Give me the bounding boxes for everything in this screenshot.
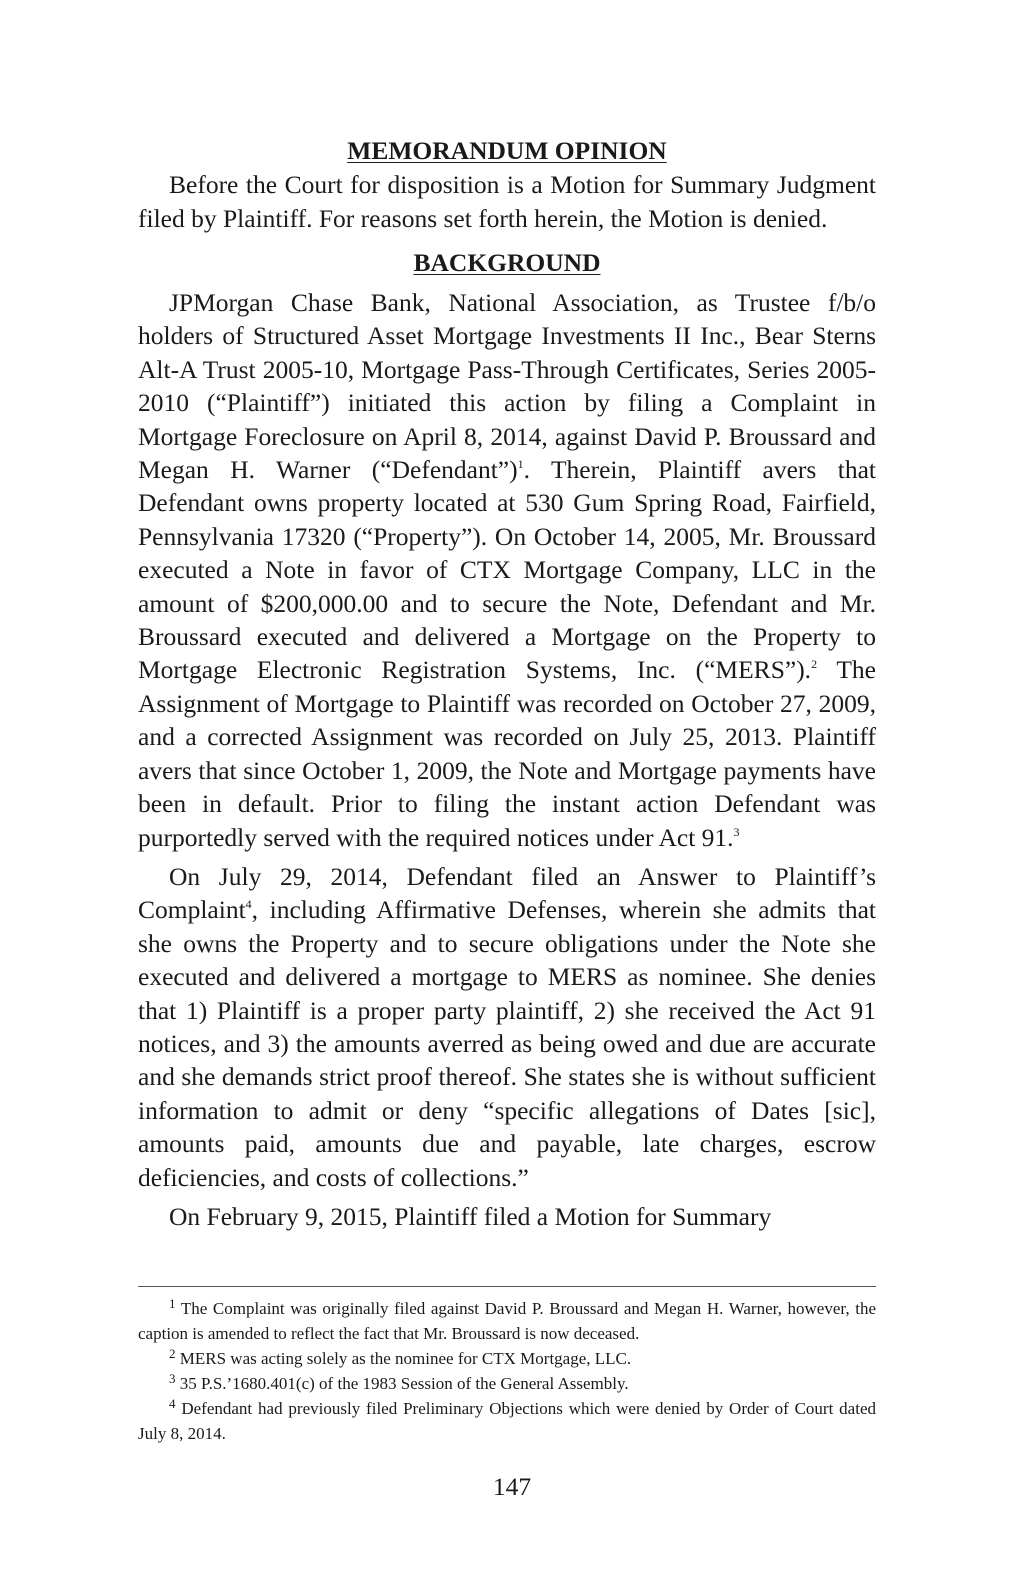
footnote-ref-3[interactable]: 3 [733, 824, 740, 839]
document-title-text: MEMORANDUM OPINION [347, 136, 667, 165]
footnote-text: 35 P.S.’1680.401(c) of the 1983 Session of the General Assembly. [175, 1374, 629, 1393]
footnote-number: 4 [169, 1396, 176, 1411]
section-heading [138, 246, 876, 280]
document-title [138, 134, 876, 168]
answer-text-b: , including Affirmative Defenses, wherein she admits that she owns the Property and to secure obligations under the Note she executed and delivered a mortgage to MERS as nominee. She denies that 1) Plaintiff is a proper party plaintiff, 2) she received the Act 91 notices, and 3) the amounts averred as being owed and due are accurate and she demands strict proof thereof. She states she is without sufficient information to admit or deny “specific allegations of Dates [sic], amounts paid, amounts due and payable, late charges, escrow deficiencies, and costs of collections.” [138, 895, 876, 1192]
footnote-number: 1 [169, 1296, 176, 1311]
footnote-3 [138, 1371, 876, 1396]
footnote-divider [138, 1286, 876, 1287]
background-text-a: JPMorgan Chase Bank, National Association, as Trustee f/b/o holders of Structured Asset Mortgage Investments II Inc., Bear Sterns Alt-A Trust 2005-10, Mortgage Pass-Through Certificates, Series 2005-2010 (“Plaintiff”) initiated this action by filing a Complaint in Mortgage Foreclosure on April 8, 2014, against David P. Broussard and Megan H. Warner (“Defendant”) [138, 288, 876, 485]
footnotes-section [138, 1296, 876, 1446]
background-paragraph [138, 286, 876, 854]
answer-paragraph [138, 860, 876, 1194]
footnote-1 [138, 1296, 876, 1346]
footnote-ref-2[interactable]: 2 [811, 657, 818, 672]
footnote-text: MERS was acting solely as the nominee for CTX Mortgage, LLC. [175, 1349, 632, 1368]
footnote-ref-4[interactable]: 4 [245, 897, 252, 912]
footnote-text: The Complaint was originally filed against David P. Broussard and Megan H. Warner, however, the caption is amended to reflect the fact that Mr. Broussard is now deceased. [138, 1299, 876, 1343]
page-number: 147 [492, 1472, 532, 1501]
background-text-c: The Assignment of Mortgage to Plaintiff was recorded on October 27, 2009, and a corrected Assignment was recorded on July 25, 2013. Plaintiff avers that since October 1, 2009, the Note and Mortgage payments have been in default. Prior to filing the instant action Defendant was purportedly served with the required notices under Act 91. [138, 655, 876, 852]
page-body [138, 134, 876, 1239]
section-heading-text: BACKGROUND [413, 248, 601, 277]
footnote-ref-1[interactable]: 1 [517, 457, 524, 472]
footnote-4 [138, 1396, 876, 1446]
background-text-b: . Therein, Plaintiff avers that Defendant owns property located at 530 Gum Spring Road, Fairfield, Pennsylvania 17320 (“Property”). On October 14, 2005, Mr. Broussard executed a Note in favor of CTX Mortgage Company, LLC in the amount of $200,000.00 and to secure the Note, Defendant and Mr. Broussard executed and delivered a Mortgage on the Property to Mortgage Electronic Registration Systems, Inc. (“MERS”). [138, 455, 876, 685]
motion-paragraph: On February 9, 2015, Plaintiff filed a Motion for Summary [169, 1201, 772, 1231]
intro-paragraph: Before the Court for disposition is a Motion for Summary Judgment filed by Plaintiff. For reasons set forth herein, the Motion is denied. [138, 170, 876, 233]
footnote-number: 2 [169, 1346, 176, 1361]
footnote-text: Defendant had previously filed Preliminary Objections which were denied by Order of Court dated July 8, 2014. [138, 1399, 876, 1443]
footnote-2 [138, 1346, 876, 1371]
footnote-number: 3 [169, 1371, 176, 1386]
answer-text-a: On July 29, 2014, Defendant filed an Answer to Plaintiff’s Complaint [138, 861, 876, 925]
